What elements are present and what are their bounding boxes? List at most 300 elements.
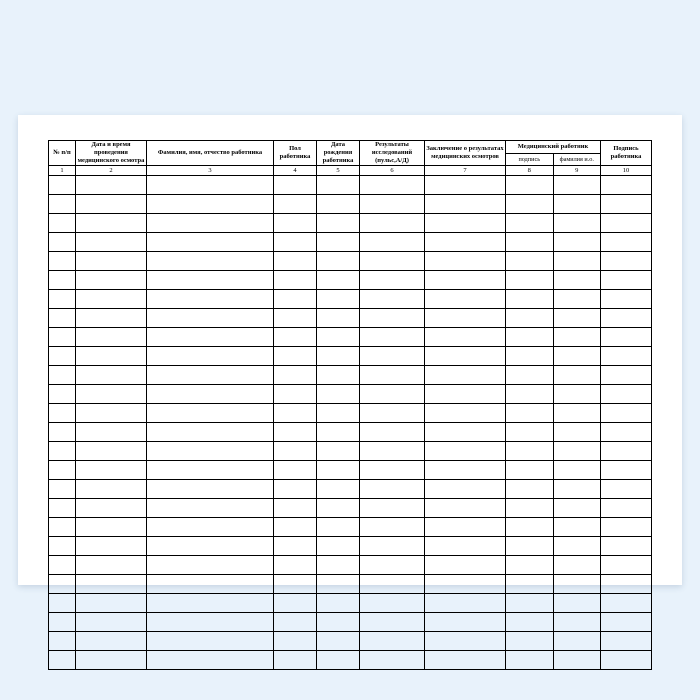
table-cell[interactable] (506, 232, 554, 251)
table-cell[interactable] (601, 460, 652, 479)
table-cell[interactable] (76, 251, 147, 270)
table-cell[interactable] (506, 213, 554, 232)
table-cell[interactable] (425, 536, 506, 555)
table-cell[interactable] (553, 403, 601, 422)
table-cell[interactable] (506, 327, 554, 346)
table-cell[interactable] (425, 308, 506, 327)
table-cell[interactable] (274, 213, 317, 232)
table-cell[interactable] (601, 289, 652, 308)
table-cell[interactable] (317, 498, 360, 517)
table-cell[interactable] (76, 555, 147, 574)
table-cell[interactable] (553, 422, 601, 441)
table-row (49, 403, 652, 422)
table-cell[interactable] (360, 479, 425, 498)
table-cell[interactable] (506, 289, 554, 308)
table-cell[interactable] (425, 422, 506, 441)
table-cell[interactable] (506, 517, 554, 536)
table-cell[interactable] (601, 479, 652, 498)
table-cell[interactable] (553, 517, 601, 536)
table-cell[interactable] (317, 422, 360, 441)
table-cell[interactable] (506, 631, 554, 650)
table-row (49, 631, 652, 650)
table-row (49, 555, 652, 574)
table-cell[interactable] (601, 213, 652, 232)
table-cell[interactable] (506, 384, 554, 403)
table-cell[interactable] (425, 650, 506, 669)
table-cell[interactable] (76, 650, 147, 669)
table-cell[interactable] (76, 308, 147, 327)
table-cell[interactable] (49, 213, 76, 232)
table-cell[interactable] (601, 194, 652, 213)
table-cell[interactable] (360, 536, 425, 555)
table-cell[interactable] (147, 270, 274, 289)
table-cell[interactable] (506, 403, 554, 422)
table-cell[interactable] (553, 498, 601, 517)
table-cell[interactable] (425, 555, 506, 574)
col-header-worker-signature: Подпись работника (601, 141, 652, 166)
table-cell[interactable] (506, 460, 554, 479)
table-cell[interactable] (49, 232, 76, 251)
table-cell[interactable] (49, 403, 76, 422)
table-cell[interactable] (49, 270, 76, 289)
table-cell[interactable] (274, 593, 317, 612)
table-row (49, 365, 652, 384)
table-cell[interactable] (317, 574, 360, 593)
table-cell[interactable] (425, 517, 506, 536)
col-header-gender: Пол работника (274, 141, 317, 166)
table-cell[interactable] (360, 593, 425, 612)
table-cell[interactable] (49, 422, 76, 441)
table-cell[interactable] (601, 403, 652, 422)
table-cell[interactable] (506, 365, 554, 384)
table-cell[interactable] (425, 175, 506, 194)
table-cell[interactable] (274, 327, 317, 346)
table-cell[interactable] (49, 327, 76, 346)
table-cell[interactable] (506, 650, 554, 669)
table-cell[interactable] (76, 403, 147, 422)
table-cell[interactable] (506, 194, 554, 213)
table-cell[interactable] (360, 555, 425, 574)
table-cell[interactable] (317, 289, 360, 308)
table-cell[interactable] (601, 251, 652, 270)
table-cell[interactable] (76, 498, 147, 517)
table-cell[interactable] (274, 441, 317, 460)
table-cell[interactable] (147, 346, 274, 365)
table-cell[interactable] (76, 479, 147, 498)
table-cell[interactable] (317, 517, 360, 536)
table-cell[interactable] (147, 232, 274, 251)
table-cell[interactable] (601, 422, 652, 441)
table-cell[interactable] (553, 289, 601, 308)
col-header-medical-worker: Медицинский работник (506, 141, 601, 154)
table-cell[interactable] (147, 175, 274, 194)
table-cell[interactable] (601, 365, 652, 384)
table-cell[interactable] (317, 441, 360, 460)
table-cell[interactable] (360, 422, 425, 441)
table-cell[interactable] (601, 593, 652, 612)
table-cell[interactable] (553, 213, 601, 232)
table-cell[interactable] (425, 593, 506, 612)
table-cell[interactable] (49, 251, 76, 270)
table-cell[interactable] (425, 194, 506, 213)
table-cell[interactable] (49, 498, 76, 517)
table-cell[interactable] (76, 270, 147, 289)
table-cell[interactable] (553, 631, 601, 650)
table-cell[interactable] (147, 612, 274, 631)
table-cell[interactable] (360, 308, 425, 327)
table-cell[interactable] (553, 194, 601, 213)
table-row (49, 650, 652, 669)
table-cell[interactable] (76, 213, 147, 232)
table-cell[interactable] (274, 289, 317, 308)
table-cell[interactable] (360, 460, 425, 479)
table-cell[interactable] (601, 574, 652, 593)
table-cell[interactable] (553, 365, 601, 384)
table-cell[interactable] (553, 441, 601, 460)
table-cell[interactable] (147, 251, 274, 270)
table-cell[interactable] (274, 498, 317, 517)
col-header-results: Результаты исследований (пульс,А/Д) (360, 141, 425, 166)
table-cell[interactable] (360, 517, 425, 536)
table-cell[interactable] (317, 213, 360, 232)
table-cell[interactable] (360, 403, 425, 422)
table-cell[interactable] (360, 327, 425, 346)
table-cell[interactable] (360, 289, 425, 308)
table-cell[interactable] (506, 498, 554, 517)
table-row (49, 574, 652, 593)
table-cell[interactable] (506, 479, 554, 498)
table-cell[interactable] (76, 574, 147, 593)
document-paper (18, 115, 682, 585)
table-cell[interactable] (601, 270, 652, 289)
table-cell[interactable] (360, 631, 425, 650)
table-cell[interactable] (76, 327, 147, 346)
table-cell[interactable] (425, 460, 506, 479)
table-row (49, 384, 652, 403)
table-cell[interactable] (49, 631, 76, 650)
table-cell[interactable] (317, 612, 360, 631)
table-cell[interactable] (274, 631, 317, 650)
col-header-fio: Фамилия, имя, отчество работника (147, 141, 274, 166)
table-cell[interactable] (49, 460, 76, 479)
table-cell[interactable] (553, 574, 601, 593)
table-cell[interactable] (553, 308, 601, 327)
table-cell[interactable] (49, 175, 76, 194)
table-cell[interactable] (317, 194, 360, 213)
table-cell[interactable] (274, 175, 317, 194)
table-cell[interactable] (317, 384, 360, 403)
table-cell[interactable] (49, 650, 76, 669)
table-cell[interactable] (317, 650, 360, 669)
table-cell[interactable] (553, 536, 601, 555)
table-cell[interactable] (274, 403, 317, 422)
table-cell[interactable] (506, 555, 554, 574)
table-row (49, 232, 652, 251)
table-cell[interactable] (49, 194, 76, 213)
table-cell[interactable] (76, 612, 147, 631)
table-cell[interactable] (76, 289, 147, 308)
table-cell[interactable] (601, 650, 652, 669)
table-cell[interactable] (49, 574, 76, 593)
table-cell[interactable] (76, 232, 147, 251)
table-cell[interactable] (601, 631, 652, 650)
table-cell[interactable] (553, 346, 601, 365)
table-cell[interactable] (601, 175, 652, 194)
table-cell[interactable] (274, 460, 317, 479)
table-cell[interactable] (76, 441, 147, 460)
table-cell[interactable] (360, 384, 425, 403)
table-row (49, 289, 652, 308)
table-cell[interactable] (425, 631, 506, 650)
table-cell[interactable] (317, 479, 360, 498)
table-cell[interactable] (506, 593, 554, 612)
table-cell[interactable] (147, 593, 274, 612)
table-cell[interactable] (76, 460, 147, 479)
table-cell[interactable] (506, 536, 554, 555)
table-cell[interactable] (425, 251, 506, 270)
table-cell[interactable] (360, 365, 425, 384)
table-cell[interactable] (317, 403, 360, 422)
table-cell[interactable] (49, 365, 76, 384)
table-cell[interactable] (601, 517, 652, 536)
table-cell[interactable] (317, 536, 360, 555)
table-cell[interactable] (425, 498, 506, 517)
table-cell[interactable] (553, 232, 601, 251)
table-cell[interactable] (274, 308, 317, 327)
table-cell[interactable] (506, 612, 554, 631)
table-cell[interactable] (147, 574, 274, 593)
table-cell[interactable] (76, 384, 147, 403)
table-cell[interactable] (274, 270, 317, 289)
table-row (49, 479, 652, 498)
table-cell[interactable] (147, 460, 274, 479)
table-cell[interactable] (425, 403, 506, 422)
table-header (49, 141, 652, 166)
table-cell[interactable] (317, 593, 360, 612)
table-row (49, 194, 652, 213)
table-cell[interactable] (147, 365, 274, 384)
table-cell[interactable] (76, 422, 147, 441)
table-cell[interactable] (360, 270, 425, 289)
table-cell[interactable] (49, 308, 76, 327)
table-cell[interactable] (49, 517, 76, 536)
table-cell[interactable] (49, 555, 76, 574)
column-number-cell: 10 (601, 165, 652, 175)
table-cell[interactable] (425, 346, 506, 365)
table-cell[interactable] (553, 384, 601, 403)
table-cell[interactable] (274, 612, 317, 631)
column-number-row (49, 165, 652, 175)
table-cell[interactable] (147, 650, 274, 669)
table-cell[interactable] (601, 232, 652, 251)
table-cell[interactable] (360, 441, 425, 460)
table-cell[interactable] (553, 650, 601, 669)
table-body (49, 165, 652, 669)
table-cell[interactable] (425, 574, 506, 593)
table-cell[interactable] (147, 213, 274, 232)
table-cell[interactable] (360, 232, 425, 251)
table-cell[interactable] (317, 251, 360, 270)
table-cell[interactable] (553, 251, 601, 270)
table-cell[interactable] (360, 574, 425, 593)
table-cell[interactable] (147, 555, 274, 574)
table-cell[interactable] (274, 346, 317, 365)
table-cell[interactable] (506, 574, 554, 593)
table-cell[interactable] (49, 593, 76, 612)
table-cell[interactable] (317, 327, 360, 346)
table-cell[interactable] (553, 270, 601, 289)
table-cell[interactable] (506, 175, 554, 194)
table-cell[interactable] (49, 289, 76, 308)
table-cell[interactable] (601, 441, 652, 460)
column-number-cell: 7 (425, 165, 506, 175)
table-cell[interactable] (274, 365, 317, 384)
table-row (49, 308, 652, 327)
table-cell[interactable] (317, 631, 360, 650)
column-number-cell: 5 (317, 165, 360, 175)
table-cell[interactable] (76, 631, 147, 650)
table-cell[interactable] (601, 384, 652, 403)
table-cell[interactable] (76, 517, 147, 536)
table-cell[interactable] (76, 175, 147, 194)
table-cell[interactable] (425, 270, 506, 289)
table-cell[interactable] (601, 536, 652, 555)
table-cell[interactable] (147, 441, 274, 460)
table-cell[interactable] (506, 270, 554, 289)
table-cell[interactable] (49, 384, 76, 403)
table-cell[interactable] (49, 346, 76, 365)
column-number-cell: 8 (506, 165, 554, 175)
table-cell[interactable] (553, 555, 601, 574)
table-cell[interactable] (147, 327, 274, 346)
table-cell[interactable] (360, 251, 425, 270)
table-cell[interactable] (147, 384, 274, 403)
table-cell[interactable] (147, 631, 274, 650)
col-header-mw-surname: фамилия и.о. (553, 153, 601, 165)
col-header-number: № п/п (49, 141, 76, 166)
table-cell[interactable] (601, 498, 652, 517)
table-cell[interactable] (601, 346, 652, 365)
table-cell[interactable] (553, 327, 601, 346)
table-cell[interactable] (601, 308, 652, 327)
table-cell[interactable] (506, 441, 554, 460)
table-cell[interactable] (317, 346, 360, 365)
table-cell[interactable] (274, 194, 317, 213)
table-cell[interactable] (49, 441, 76, 460)
column-number-cell: 6 (360, 165, 425, 175)
table-cell[interactable] (76, 536, 147, 555)
table-cell[interactable] (76, 365, 147, 384)
column-number-cell: 4 (274, 165, 317, 175)
table-cell[interactable] (76, 346, 147, 365)
table-cell[interactable] (147, 422, 274, 441)
col-header-conclusion: Заключение о результатах медицинских осмотров (425, 141, 506, 166)
table-cell[interactable] (49, 479, 76, 498)
table-cell[interactable] (425, 441, 506, 460)
table-cell[interactable] (274, 384, 317, 403)
table-cell[interactable] (553, 460, 601, 479)
table-cell[interactable] (425, 365, 506, 384)
table-cell[interactable] (147, 517, 274, 536)
column-number-cell: 1 (49, 165, 76, 175)
table-cell[interactable] (425, 213, 506, 232)
table-cell[interactable] (274, 574, 317, 593)
table-cell[interactable] (360, 612, 425, 631)
table-cell[interactable] (360, 194, 425, 213)
table-cell[interactable] (553, 593, 601, 612)
table-cell[interactable] (425, 232, 506, 251)
table-row (49, 251, 652, 270)
table-cell[interactable] (553, 479, 601, 498)
table-cell[interactable] (147, 308, 274, 327)
table-cell[interactable] (506, 251, 554, 270)
table-cell[interactable] (274, 555, 317, 574)
table-row (49, 441, 652, 460)
table-cell[interactable] (317, 308, 360, 327)
table-cell[interactable] (425, 479, 506, 498)
table-cell[interactable] (274, 251, 317, 270)
table-cell[interactable] (317, 365, 360, 384)
table-cell[interactable] (147, 498, 274, 517)
table-row (49, 175, 652, 194)
table-cell[interactable] (317, 175, 360, 194)
table-row (49, 536, 652, 555)
table-cell[interactable] (506, 422, 554, 441)
table-cell[interactable] (274, 232, 317, 251)
table-row (49, 593, 652, 612)
table-cell[interactable] (274, 650, 317, 669)
table-cell[interactable] (49, 536, 76, 555)
table-cell[interactable] (317, 232, 360, 251)
table-cell[interactable] (553, 612, 601, 631)
table-cell[interactable] (425, 384, 506, 403)
table-cell[interactable] (147, 403, 274, 422)
table-cell[interactable] (76, 593, 147, 612)
table-cell[interactable] (360, 213, 425, 232)
table-cell[interactable] (425, 612, 506, 631)
table-cell[interactable] (274, 479, 317, 498)
table-cell[interactable] (317, 270, 360, 289)
table-cell[interactable] (360, 498, 425, 517)
table-cell[interactable] (506, 346, 554, 365)
table-cell[interactable] (49, 612, 76, 631)
table-cell[interactable] (274, 517, 317, 536)
table-cell[interactable] (147, 289, 274, 308)
table-cell[interactable] (360, 346, 425, 365)
table-cell[interactable] (425, 327, 506, 346)
col-header-date-time: Дата и время проведения медицинского осмотра (76, 141, 147, 166)
table-container (48, 140, 652, 670)
table-cell[interactable] (601, 612, 652, 631)
table-cell[interactable] (601, 555, 652, 574)
table-cell[interactable] (317, 555, 360, 574)
table-cell[interactable] (147, 479, 274, 498)
table-cell[interactable] (425, 289, 506, 308)
table-cell[interactable] (317, 460, 360, 479)
col-header-birthdate: Дата рождения работника (317, 141, 360, 166)
table-cell[interactable] (274, 422, 317, 441)
table-cell[interactable] (274, 536, 317, 555)
table-cell[interactable] (601, 327, 652, 346)
table-cell[interactable] (360, 650, 425, 669)
table-cell[interactable] (553, 175, 601, 194)
table-cell[interactable] (147, 536, 274, 555)
table-row (49, 327, 652, 346)
table-cell[interactable] (147, 194, 274, 213)
table-cell[interactable] (76, 194, 147, 213)
table-cell[interactable] (506, 308, 554, 327)
table-cell[interactable] (360, 175, 425, 194)
